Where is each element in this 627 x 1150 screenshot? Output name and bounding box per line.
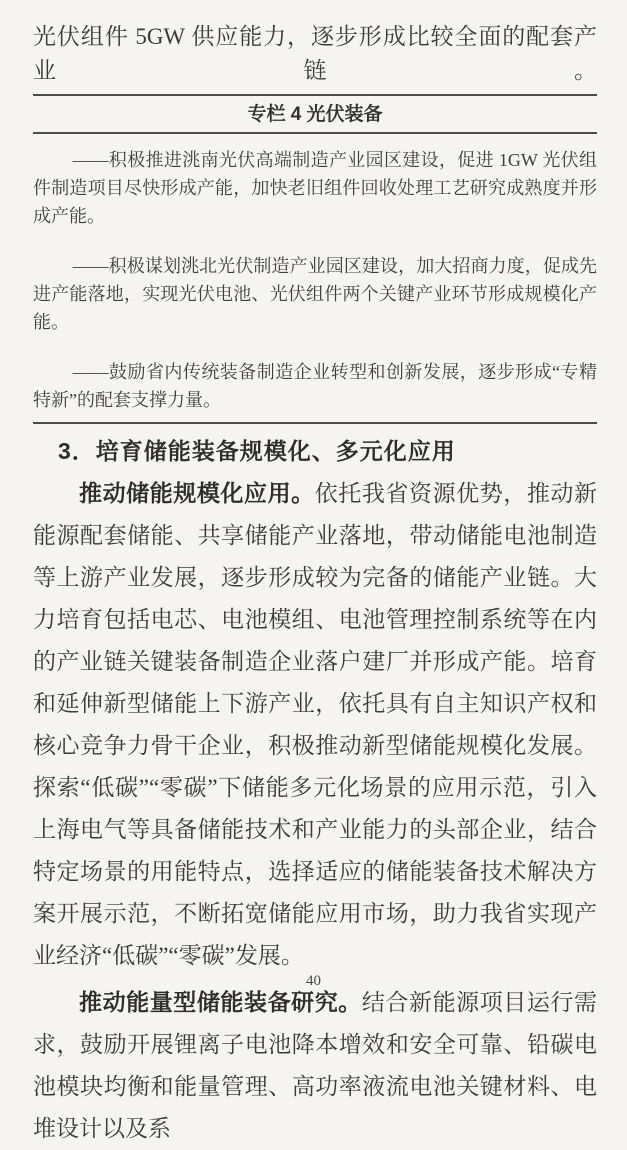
column-box-title: 专栏 4 光伏装备: [247, 104, 383, 125]
column-box-item-taonan: ——积极推进洮南光伏高端制造产业园区建设，促进 1GW 光伏组件制造项目尽快形成产能，加快老旧组件回收处理工艺研究成熟度并形成产能。: [33, 150, 597, 226]
paragraph-energy-storage-research: [33, 981, 597, 1150]
paragraph-body-storage-scale: 依托我省资源优势，推动新能源配套储能、共享储能产业落地，带动储能电池制造等上游产业发展，逐步形成较为完备的储能产业链。大力培育包括电芯、电池模组、电池管理控制系统等在内的产业链关键装备制造企业落户建厂并形成产能。培育和延伸新型储能上下游产业，依托具有自主知识产权和核心竞争力骨干企业，积极推动新型储能规模化发展。探索“低碳”“零碳”下储能多元化场景的应用示范，引入上海电气等具备储能技术和产业能力的头部企业，结合特定场景的用能特点，选择适应的储能装备技术解决方案开展示范，不断拓宽储能应用市场，助力我省实现产业经济“低碳”“零碳”发展。: [33, 481, 598, 968]
paragraph-lead-storage-research: 推动能量型储能装备研究。: [79, 989, 362, 1015]
paragraph-body-storage-research: 结合新能源项目运行需求，鼓励开展锂离子电池降本增效和安全可靠、铅碳电池模块均衡和能量管理、高功率液流电池关键材料、电堆设计以及系: [33, 990, 598, 1141]
paragraph-lead-storage-scale: 推动储能规模化应用。: [79, 480, 315, 506]
section-heading-energy-storage: 3．培育储能装备规模化、多元化应用: [58, 438, 456, 464]
column-box-item-traditional-manufacturers: ——鼓励省内传统装备制造企业转型和创新发展，逐步形成“专精特新”的配套支撑力量。: [33, 362, 597, 410]
page-number: 40: [306, 973, 321, 989]
column-box-item-taobei: ——积极谋划洮北光伏制造产业园区建设，加大招商力度，促成先进产能落地，实现光伏电池、光伏组件两个关键产业环节形成规模化产能。: [33, 256, 597, 332]
paragraph-continuation: 光伏组件 5GW 供应能力，逐步形成比较全面的配套产业链。: [33, 24, 597, 83]
column-box-bottom-rule: [33, 422, 597, 424]
column-box-body: [33, 134, 597, 414]
column-box-pv-equipment: [33, 102, 597, 424]
paragraph-storage-scale-application: [33, 472, 597, 977]
column-box-top-rule: [33, 94, 597, 96]
